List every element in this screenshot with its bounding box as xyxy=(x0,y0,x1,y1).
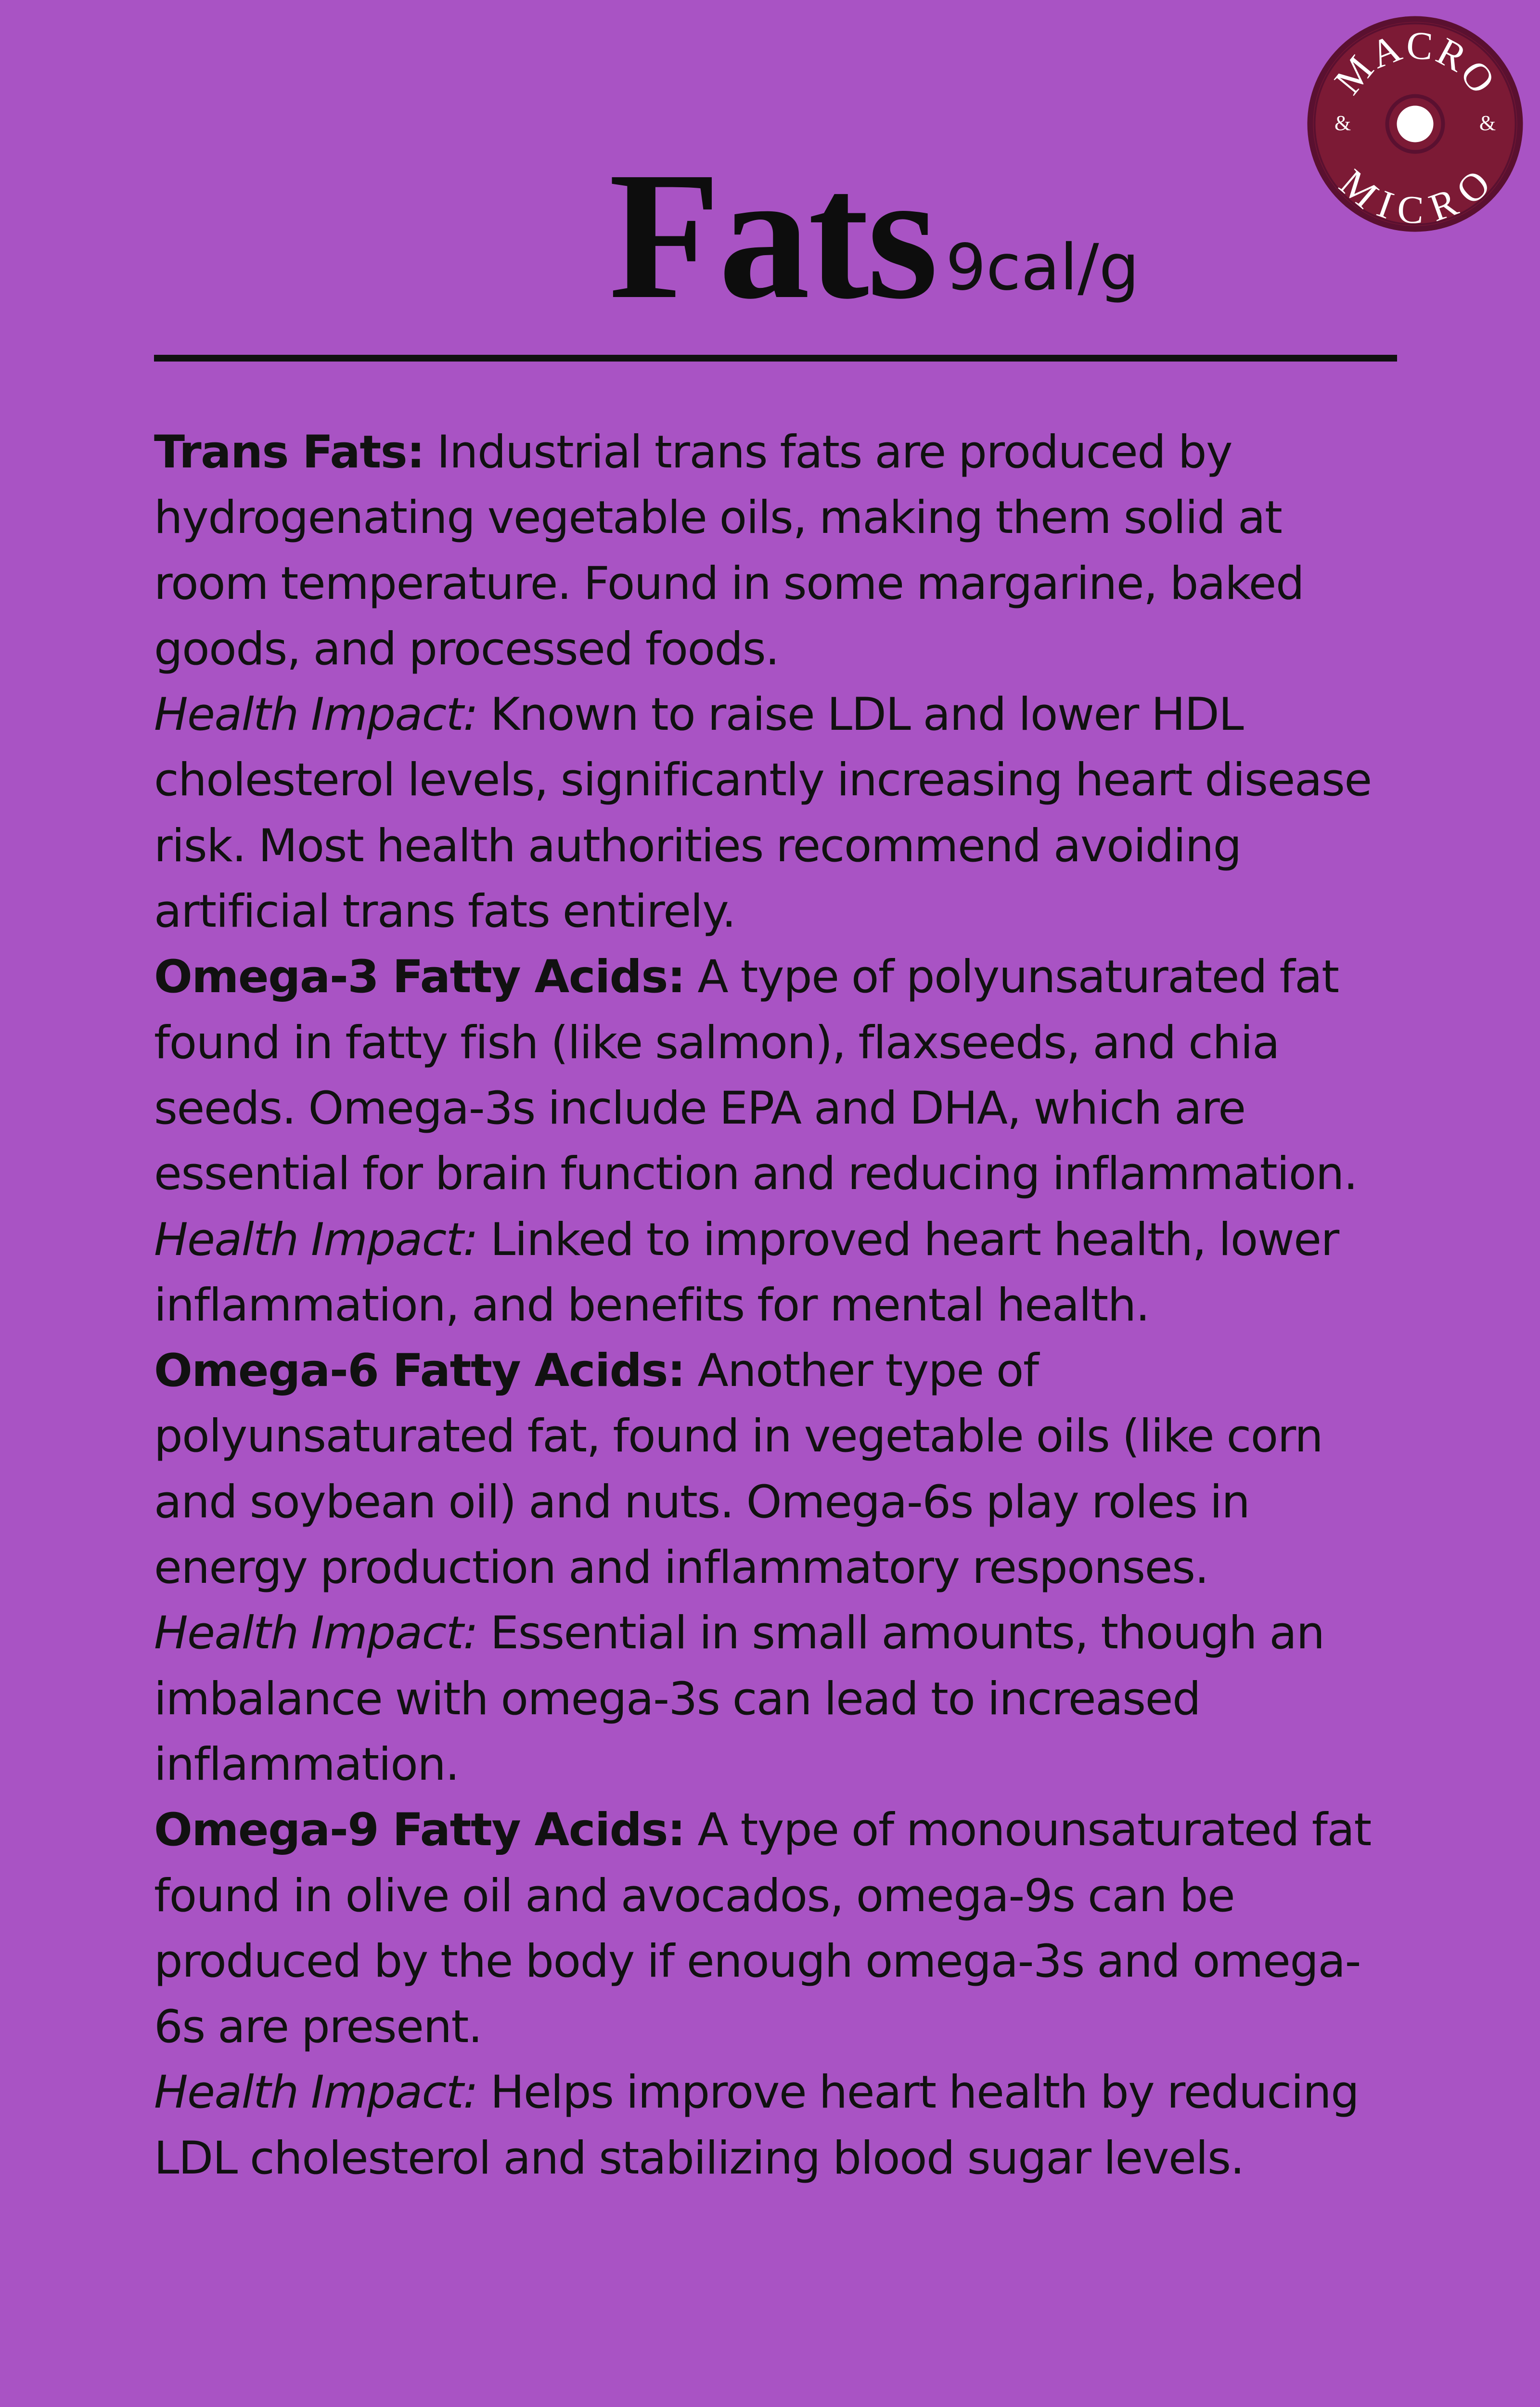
section-description: A type of monounsaturated fat found in olive oil and avocados, omega-9s can be produced by the body if enough omega-3s and omega-6s are present. xyxy=(154,1804,1371,2054)
health-impact-label: Health Impact: xyxy=(154,1607,478,1660)
omega-9-impact xyxy=(154,2060,1405,2191)
omega-3-impact xyxy=(154,1207,1405,1339)
omega-9-description xyxy=(154,1798,1405,2060)
health-impact-text: Helps improve heart health by reducing LDL cholesterol and stabilizing blood sugar levels. xyxy=(154,2066,1359,2185)
section-description: A type of polyunsaturated fat found in fatty fish (like salmon), flaxseeds, and chia seeds. Omega-3s include EPA and DHA, which are essential for brain function and reducing inflammation. xyxy=(154,951,1358,1201)
calories-per-gram: 9cal/g xyxy=(946,231,1140,305)
section-label: Omega-9 Fatty Acids: xyxy=(154,1804,685,1857)
health-impact-label: Health Impact: xyxy=(154,1213,478,1266)
omega-6-impact xyxy=(154,1601,1405,1798)
section-description: Another type of polyunsaturated fat, found in vegetable oils (like corn and soybean oil) and nuts. Omega-6s play roles in energy production and inflammatory responses. xyxy=(154,1345,1323,1594)
header-divider xyxy=(154,355,1397,362)
page-title: Fats xyxy=(609,134,937,337)
health-impact-text: Essential in small amounts, though an imbalance with omega-3s can lead to increased inflammation. xyxy=(154,1607,1324,1791)
omega-6-description xyxy=(154,1338,1405,1601)
fats-content xyxy=(154,420,1405,2191)
section-label: Trans Fats: xyxy=(154,426,424,479)
section-label: Omega-3 Fatty Acids: xyxy=(154,951,685,1004)
trans-fats-impact xyxy=(154,682,1405,945)
section-label: Omega-6 Fatty Acids: xyxy=(154,1345,685,1398)
health-impact-text: Linked to improved heart health, lower inflammation, and benefits for mental health. xyxy=(154,1213,1339,1332)
logo-top-text: MACRO xyxy=(1326,23,1505,103)
trans-fats-description xyxy=(154,420,1405,682)
logo-ampersand-right: & xyxy=(1479,111,1496,135)
page-header xyxy=(0,134,1540,337)
health-impact-label: Health Impact: xyxy=(154,688,478,741)
health-impact-label: Health Impact: xyxy=(154,2066,478,2119)
logo-ampersand-left: & xyxy=(1334,111,1351,135)
health-impact-text: Known to raise LDL and lower HDL cholesterol levels, significantly increasing heart disease risk. Most health authorities recommend avoiding artificial trans fats entirely. xyxy=(154,688,1372,938)
logo-bottom-text: MICRO xyxy=(1331,160,1500,233)
omega-3-description xyxy=(154,945,1405,1207)
section-description: Industrial trans fats are produced by hydrogenating vegetable oils, making them solid at room temperature. Found in some margarine, baked goods, and processed foods. xyxy=(154,426,1304,675)
